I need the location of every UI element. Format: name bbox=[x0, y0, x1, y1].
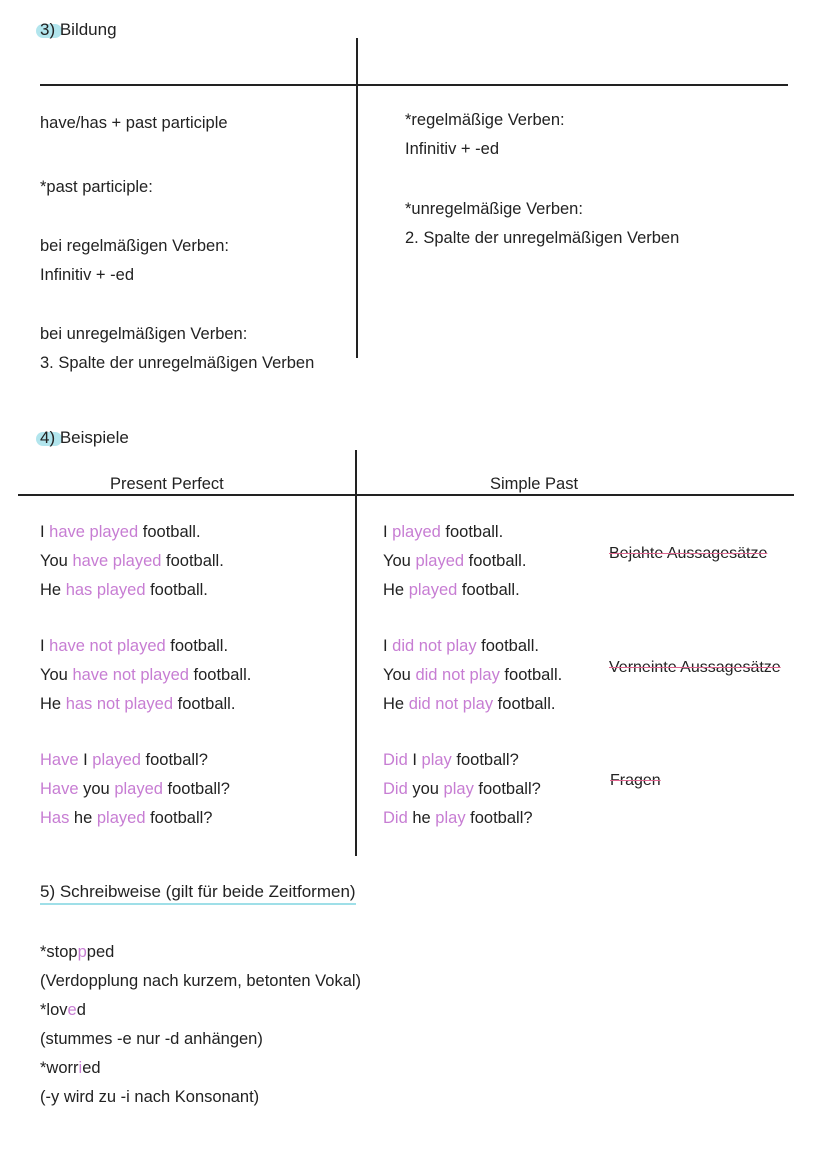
divider-horizontal bbox=[40, 84, 788, 86]
sp-question-3: Did he play football? bbox=[383, 809, 533, 827]
column-header-simple-past: Simple Past bbox=[490, 475, 579, 493]
section5-heading: 5) Schreibweise (gilt für beide Zeitformen) bbox=[40, 882, 356, 902]
sp-question-2: Did you play football? bbox=[383, 780, 541, 798]
bildung-formula: have/has + past participle bbox=[40, 114, 228, 132]
spelling-note-worried: (-y wird zu -i nach Konsonant) bbox=[40, 1088, 260, 1106]
sp-irregular-label: *unregelmäßige Verben: bbox=[405, 200, 583, 218]
spelling-example-worried: *worried bbox=[40, 1059, 101, 1077]
spelling-example-stopped: *stoppped bbox=[40, 943, 115, 961]
regular-label: bei regelmäßigen Verben: bbox=[40, 237, 229, 255]
pp-negative-2: You have not played football. bbox=[40, 666, 252, 684]
past-participle-label: *past participle: bbox=[40, 178, 153, 196]
label-affirmative: Bejahte Aussagesätze bbox=[609, 545, 768, 562]
sp-negative-1: I did not play football. bbox=[383, 637, 539, 655]
pp-affirmative-2: You have played football. bbox=[40, 552, 224, 570]
pp-question-1: Have I played football? bbox=[40, 751, 208, 769]
pp-question-3: Has he played football? bbox=[40, 809, 213, 827]
sp-affirmative-3: He played football. bbox=[383, 581, 520, 599]
table-divider-horizontal bbox=[18, 494, 794, 496]
table-divider-vertical bbox=[355, 450, 357, 856]
sp-negative-2: You did not play football. bbox=[383, 666, 563, 684]
sp-affirmative-1: I played football. bbox=[383, 523, 504, 541]
section4-heading: 4) Beispiele bbox=[40, 428, 129, 448]
sp-regular-rule: Infinitiv + -ed bbox=[405, 140, 500, 158]
pp-question-2: Have you played football? bbox=[40, 780, 230, 798]
section3-heading: 3) Bildung bbox=[40, 20, 117, 40]
regular-rule: Infinitiv + -ed bbox=[40, 266, 135, 284]
pp-negative-1: I have not played football. bbox=[40, 637, 229, 655]
sp-question-1: Did I play football? bbox=[383, 751, 519, 769]
pp-affirmative-1: I have played football. bbox=[40, 523, 201, 541]
sp-regular-label: *regelmäßige Verben: bbox=[405, 111, 565, 129]
spelling-example-loved: *loved bbox=[40, 1001, 86, 1019]
column-header-present-perfect: Present Perfect bbox=[110, 475, 224, 493]
pp-negative-3: He has not played football. bbox=[40, 695, 236, 713]
spelling-note-stopped: (Verdopplung nach kurzem, betonten Vokal) bbox=[40, 972, 362, 990]
sp-affirmative-2: You played football. bbox=[383, 552, 527, 570]
pp-affirmative-3: He has played football. bbox=[40, 581, 208, 599]
irregular-label: bei unregelmäßigen Verben: bbox=[40, 325, 248, 343]
divider-vertical bbox=[356, 38, 358, 358]
irregular-rule: 3. Spalte der unregelmäßigen Verben bbox=[40, 354, 315, 372]
label-negative: Verneinte Aussagesätze bbox=[609, 659, 781, 676]
label-questions: Fragen bbox=[610, 772, 661, 789]
sp-negative-3: He did not play football. bbox=[383, 695, 556, 713]
spelling-note-loved: (stummes -e nur -d anhängen) bbox=[40, 1030, 263, 1048]
sp-irregular-rule: 2. Spalte der unregelmäßigen Verben bbox=[405, 229, 680, 247]
